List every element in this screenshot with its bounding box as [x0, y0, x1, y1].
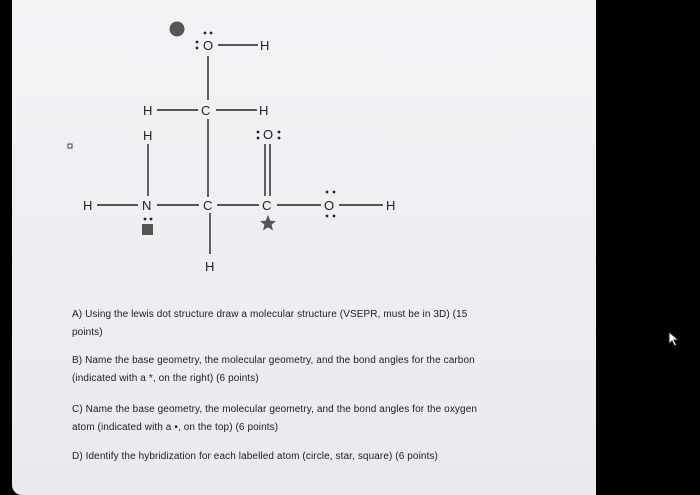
atom-c-top: C [201, 103, 211, 118]
question-c-line1: C) Name the base geometry, the molecular geometry, and the bond angles for the oxygen [72, 404, 478, 415]
atom-h-ch-right: H [259, 103, 269, 118]
atom-h-hydroxyl: H [386, 198, 396, 213]
atom-h-n-top: H [143, 128, 153, 143]
atom-h-top-right: H [260, 38, 270, 53]
atom-h-n-left: H [83, 198, 93, 213]
lone-pair-n [144, 218, 153, 221]
atom-o-top: O [203, 38, 214, 53]
atom-c-alpha: C [203, 198, 213, 213]
atom-h-alpha-bottom: H [205, 259, 215, 274]
atom-n: N [142, 198, 152, 213]
question-a-line1: A) Using the lewis dot structure draw a molecular structure (VSEPR, must be in 3D) (15 [72, 309, 468, 320]
question-b [72, 352, 592, 388]
mouse-pointer-icon [668, 331, 680, 347]
question-b-line1: B) Name the base geometry, the molecular geometry, and the bond angles for the carbon [72, 355, 475, 366]
question-d-line1: D) Identify the hybridization for each labelled atom (circle, star, square) (6 points) [72, 451, 438, 462]
circle-marker-icon [170, 22, 185, 37]
question-b-line2: (indicated with a *, on the right) (6 points) [72, 373, 259, 384]
atom-c-carboxyl: C [262, 198, 272, 213]
stray-mark [68, 144, 72, 148]
question-c [72, 401, 592, 437]
square-marker-icon [142, 224, 153, 235]
atom-h-ch-left: H [143, 103, 153, 118]
question-a [72, 306, 592, 342]
question-a-line2: points) [72, 327, 103, 338]
question-c-line2: atom (indicated with a •, on the top) (6 points) [72, 422, 279, 433]
atom-o-carbonyl: O [263, 127, 274, 142]
star-marker-icon [260, 215, 276, 231]
atom-o-hydroxyl: O [324, 198, 335, 213]
question-d [72, 448, 592, 466]
